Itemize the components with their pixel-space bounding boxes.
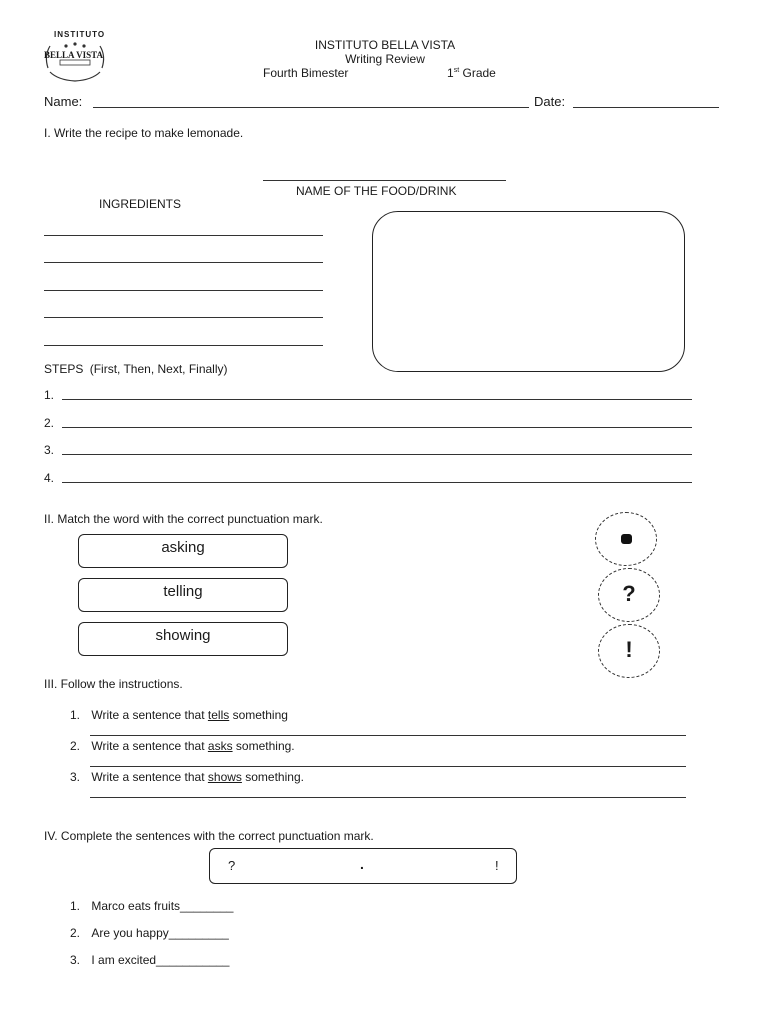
ingredient-line-4[interactable] (44, 317, 323, 318)
food-name-label: NAME OF THE FOOD/DRINK (296, 184, 457, 198)
review-title: Writing Review (345, 52, 425, 66)
exclamation-circle[interactable] (598, 624, 660, 678)
option-question: ? (228, 858, 236, 873)
sentence-1-text: Marco eats fruits________ (91, 899, 234, 913)
grade-label (447, 66, 496, 80)
word-showing: showing (155, 627, 211, 644)
instruction-2-key: asks (207, 739, 233, 753)
option-exclamation: ! (495, 858, 499, 873)
drawing-box[interactable] (372, 211, 685, 372)
sentence-2-num: 2. (70, 926, 81, 940)
sentence-2[interactable] (70, 926, 229, 940)
section1-title: I. Write the recipe to make lemonade. (44, 126, 244, 140)
step-line-4[interactable] (62, 482, 692, 483)
instruction-3-post: something. (245, 770, 304, 784)
instruction-line-2[interactable] (90, 766, 686, 767)
question-circle[interactable] (598, 568, 660, 622)
section3-title: III. Follow the instructions. (44, 677, 183, 691)
date-label: Date: (534, 94, 566, 109)
section2-title: II. Match the word with the correct punctuation mark. (44, 512, 323, 526)
instruction-2-num: 2. (70, 739, 81, 753)
ingredients-label: INGREDIENTS (99, 197, 182, 211)
steps-label: STEPS (44, 362, 84, 376)
step-line-1[interactable] (62, 399, 692, 400)
sentence-3-text: I am excited___________ (91, 953, 230, 967)
steps-heading (44, 362, 228, 376)
instruction-3-pre: Write a sentence that (91, 770, 205, 784)
logo-top-text: INSTITUTO (54, 30, 106, 39)
sentence-1-num: 1. (70, 899, 81, 913)
ingredient-line-1[interactable] (44, 235, 323, 236)
date-field[interactable] (573, 107, 719, 108)
grade-number: 1 (447, 66, 454, 80)
word-asking: asking (161, 539, 205, 556)
grade-word: Grade (462, 66, 496, 80)
instruction-1-post: something (232, 708, 288, 722)
steps-hint: (First, Then, Next, Finally) (89, 362, 228, 376)
bimester-label: Fourth Bimester (263, 66, 349, 80)
name-field[interactable] (93, 107, 529, 108)
instruction-2-post: something. (235, 739, 295, 753)
punctuation-options-box (209, 848, 517, 884)
period-circle[interactable] (595, 512, 657, 566)
section4-title: IV. Complete the sentences with the correct punctuation mark. (44, 829, 374, 843)
exclamation-mark: ! (625, 637, 633, 662)
instruction-line-1[interactable] (90, 735, 686, 736)
step-number-1: 1. (44, 388, 55, 402)
question-mark: ? (622, 581, 636, 606)
instruction-1-num: 1. (70, 708, 81, 722)
word-telling: telling (163, 583, 203, 600)
logo-main-text: BELLA VISTA (44, 50, 103, 60)
school-name: INSTITUTO BELLA VISTA (314, 38, 456, 52)
word-box-showing[interactable] (78, 622, 288, 656)
instruction-1-pre: Write a sentence that (91, 708, 205, 722)
instruction-line-3[interactable] (90, 797, 686, 798)
instruction-2 (70, 739, 295, 753)
instruction-2-pre: Write a sentence that (91, 739, 205, 753)
sentence-3-num: 3. (70, 953, 81, 967)
step-line-3[interactable] (62, 454, 692, 455)
instruction-3-num: 3. (70, 770, 81, 784)
instruction-3 (70, 770, 304, 784)
instruction-3-key: shows (207, 770, 242, 784)
instruction-1-key: tells (207, 708, 230, 722)
sentence-1[interactable] (70, 899, 233, 913)
sentence-3[interactable] (70, 953, 229, 967)
step-number-4: 4. (44, 471, 55, 485)
ingredient-line-5[interactable] (44, 345, 323, 346)
ingredient-line-3[interactable] (44, 290, 323, 291)
name-label: Name: (44, 94, 83, 109)
grade-suffix: st (453, 67, 460, 74)
option-period: . (360, 856, 364, 872)
step-number-2: 2. (44, 416, 55, 430)
food-name-field[interactable] (263, 180, 506, 181)
step-number-3: 3. (44, 443, 55, 457)
step-line-2[interactable] (62, 427, 692, 428)
instruction-1 (70, 708, 288, 722)
word-box-asking[interactable] (78, 534, 288, 568)
ingredient-line-2[interactable] (44, 262, 323, 263)
period-dot-icon (621, 534, 632, 544)
word-box-telling[interactable] (78, 578, 288, 612)
sentence-2-text: Are you happy_________ (91, 926, 229, 940)
